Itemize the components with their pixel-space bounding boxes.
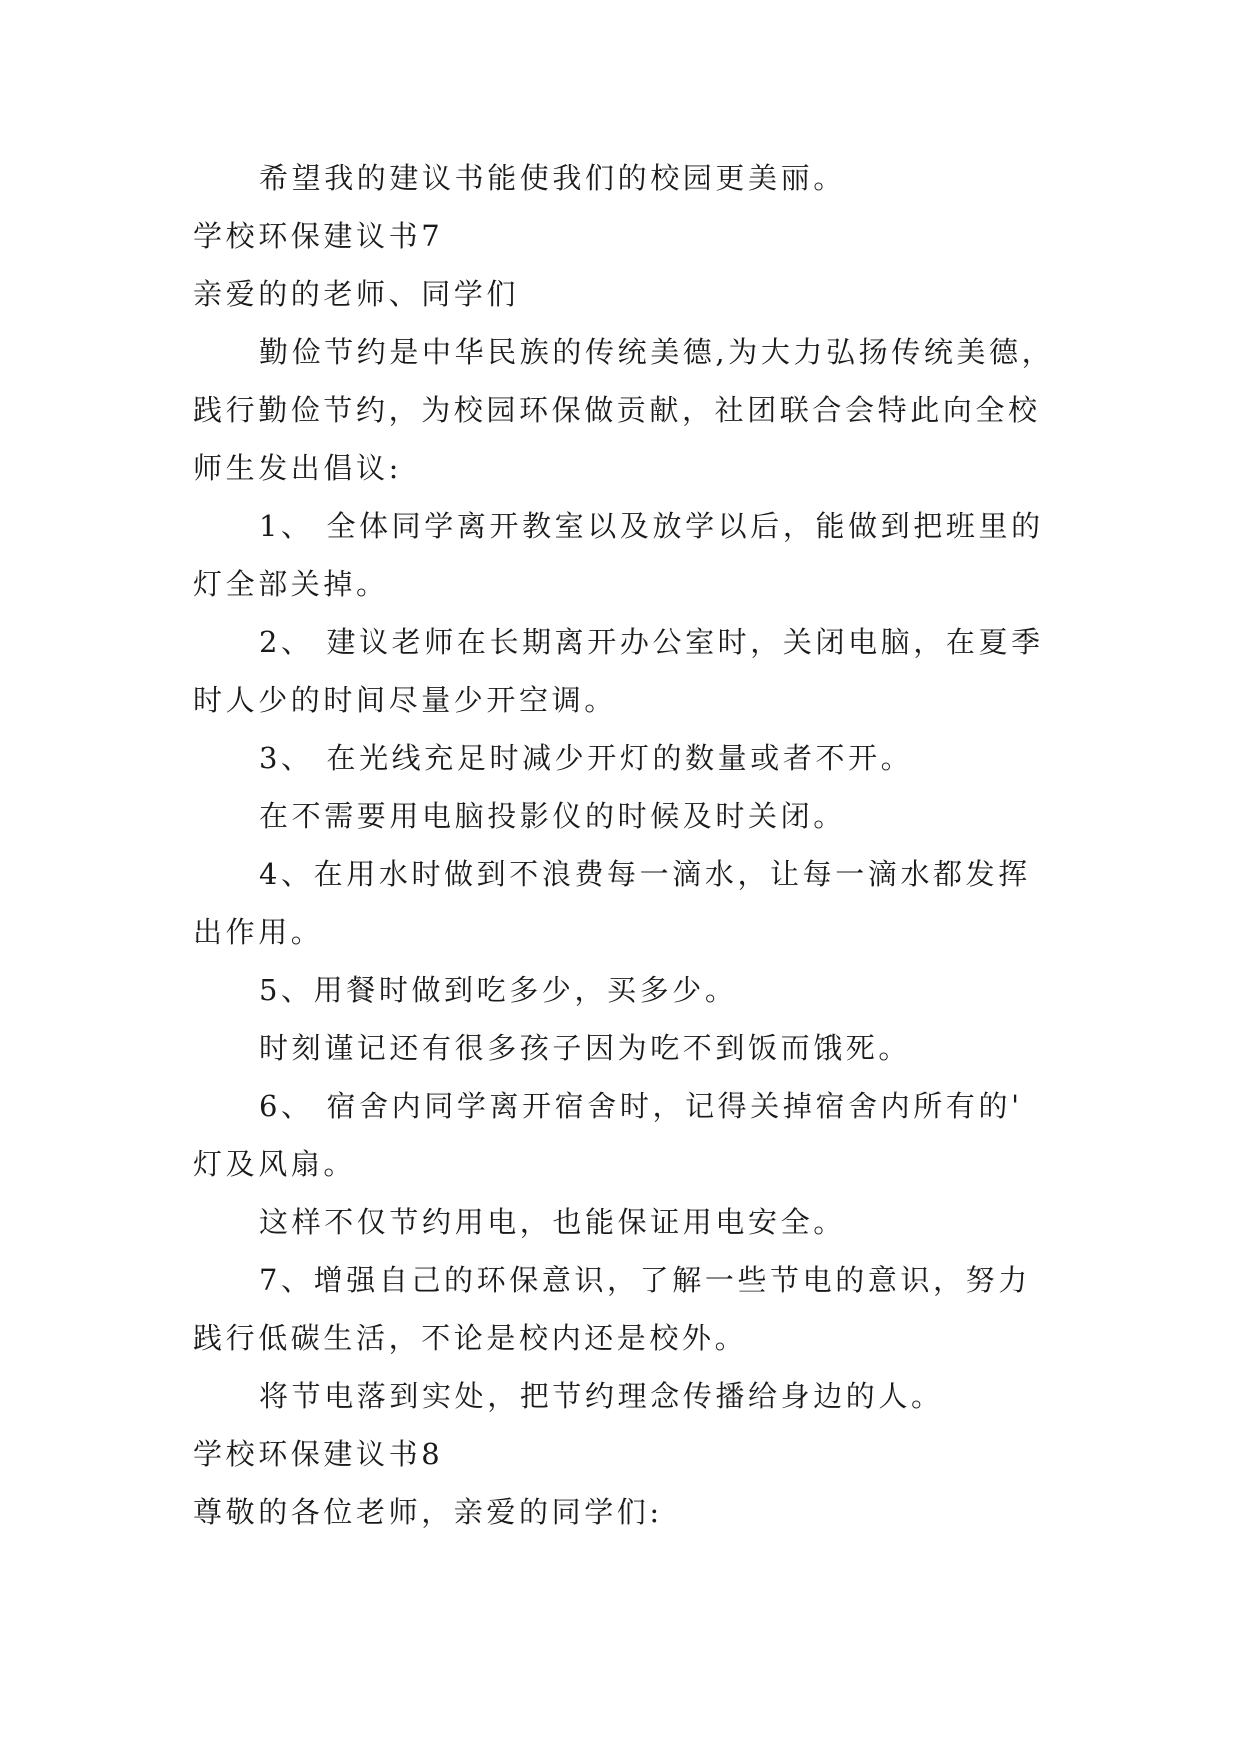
paragraph-line: 师生发出倡议:	[193, 451, 402, 485]
list-item-line: 1、 全体同学离开教室以及放学以后，能做到把班里的	[259, 509, 1044, 543]
list-item-line: 5、用餐时做到吃多少，买多少。	[259, 973, 738, 1007]
paragraph-line: 践行勤俭节约，为校园环保做贡献，社团联合会特此向全校	[193, 393, 1041, 427]
list-item-line: 6、 宿舍内同学离开宿舍时，记得关掉宿舍内所有的'	[259, 1089, 1023, 1123]
paragraph-line: 勤俭节约是中华民族的传统美德,为大力弘扬传统美德，	[259, 335, 1055, 369]
section-heading: 学校环保建议书7	[193, 219, 444, 253]
salutation: 尊敬的各位老师，亲爱的同学们:	[193, 1495, 663, 1529]
paragraph-line: 时刻谨记还有很多孩子因为吃不到饭而饿死。	[259, 1031, 912, 1065]
list-item-line: 时人少的时间尽量少开空调。	[193, 683, 617, 717]
salutation: 亲爱的的老师、同学们	[193, 277, 520, 311]
list-item-line: 4、在用水时做到不浪费每一滴水，让每一滴水都发挥	[259, 857, 1031, 891]
paragraph-line: 这样不仅节约用电，也能保证用电安全。	[259, 1205, 846, 1239]
list-item-line: 2、 建议老师在长期离开办公室时，关闭电脑，在夏季	[259, 625, 1044, 659]
list-item-line: 7、增强自己的环保意识，了解一些节电的意识，努力	[259, 1263, 1031, 1297]
list-item-line: 出作用。	[193, 915, 324, 949]
paragraph-line: 在不需要用电脑投影仪的时候及时关闭。	[259, 799, 846, 833]
list-item-line: 践行低碳生活，不论是校内还是校外。	[193, 1321, 748, 1355]
list-item-line: 3、 在光线充足时减少开灯的数量或者不开。	[259, 741, 914, 775]
paragraph-line: 将节电落到实处，把节约理念传播给身边的人。	[259, 1379, 944, 1413]
paragraph-line: 希望我的建议书能使我们的校园更美丽。	[259, 161, 846, 195]
section-heading: 学校环保建议书8	[193, 1437, 444, 1471]
list-item-line: 灯及风扇。	[193, 1147, 357, 1181]
list-item-line: 灯全部关掉。	[193, 567, 389, 601]
